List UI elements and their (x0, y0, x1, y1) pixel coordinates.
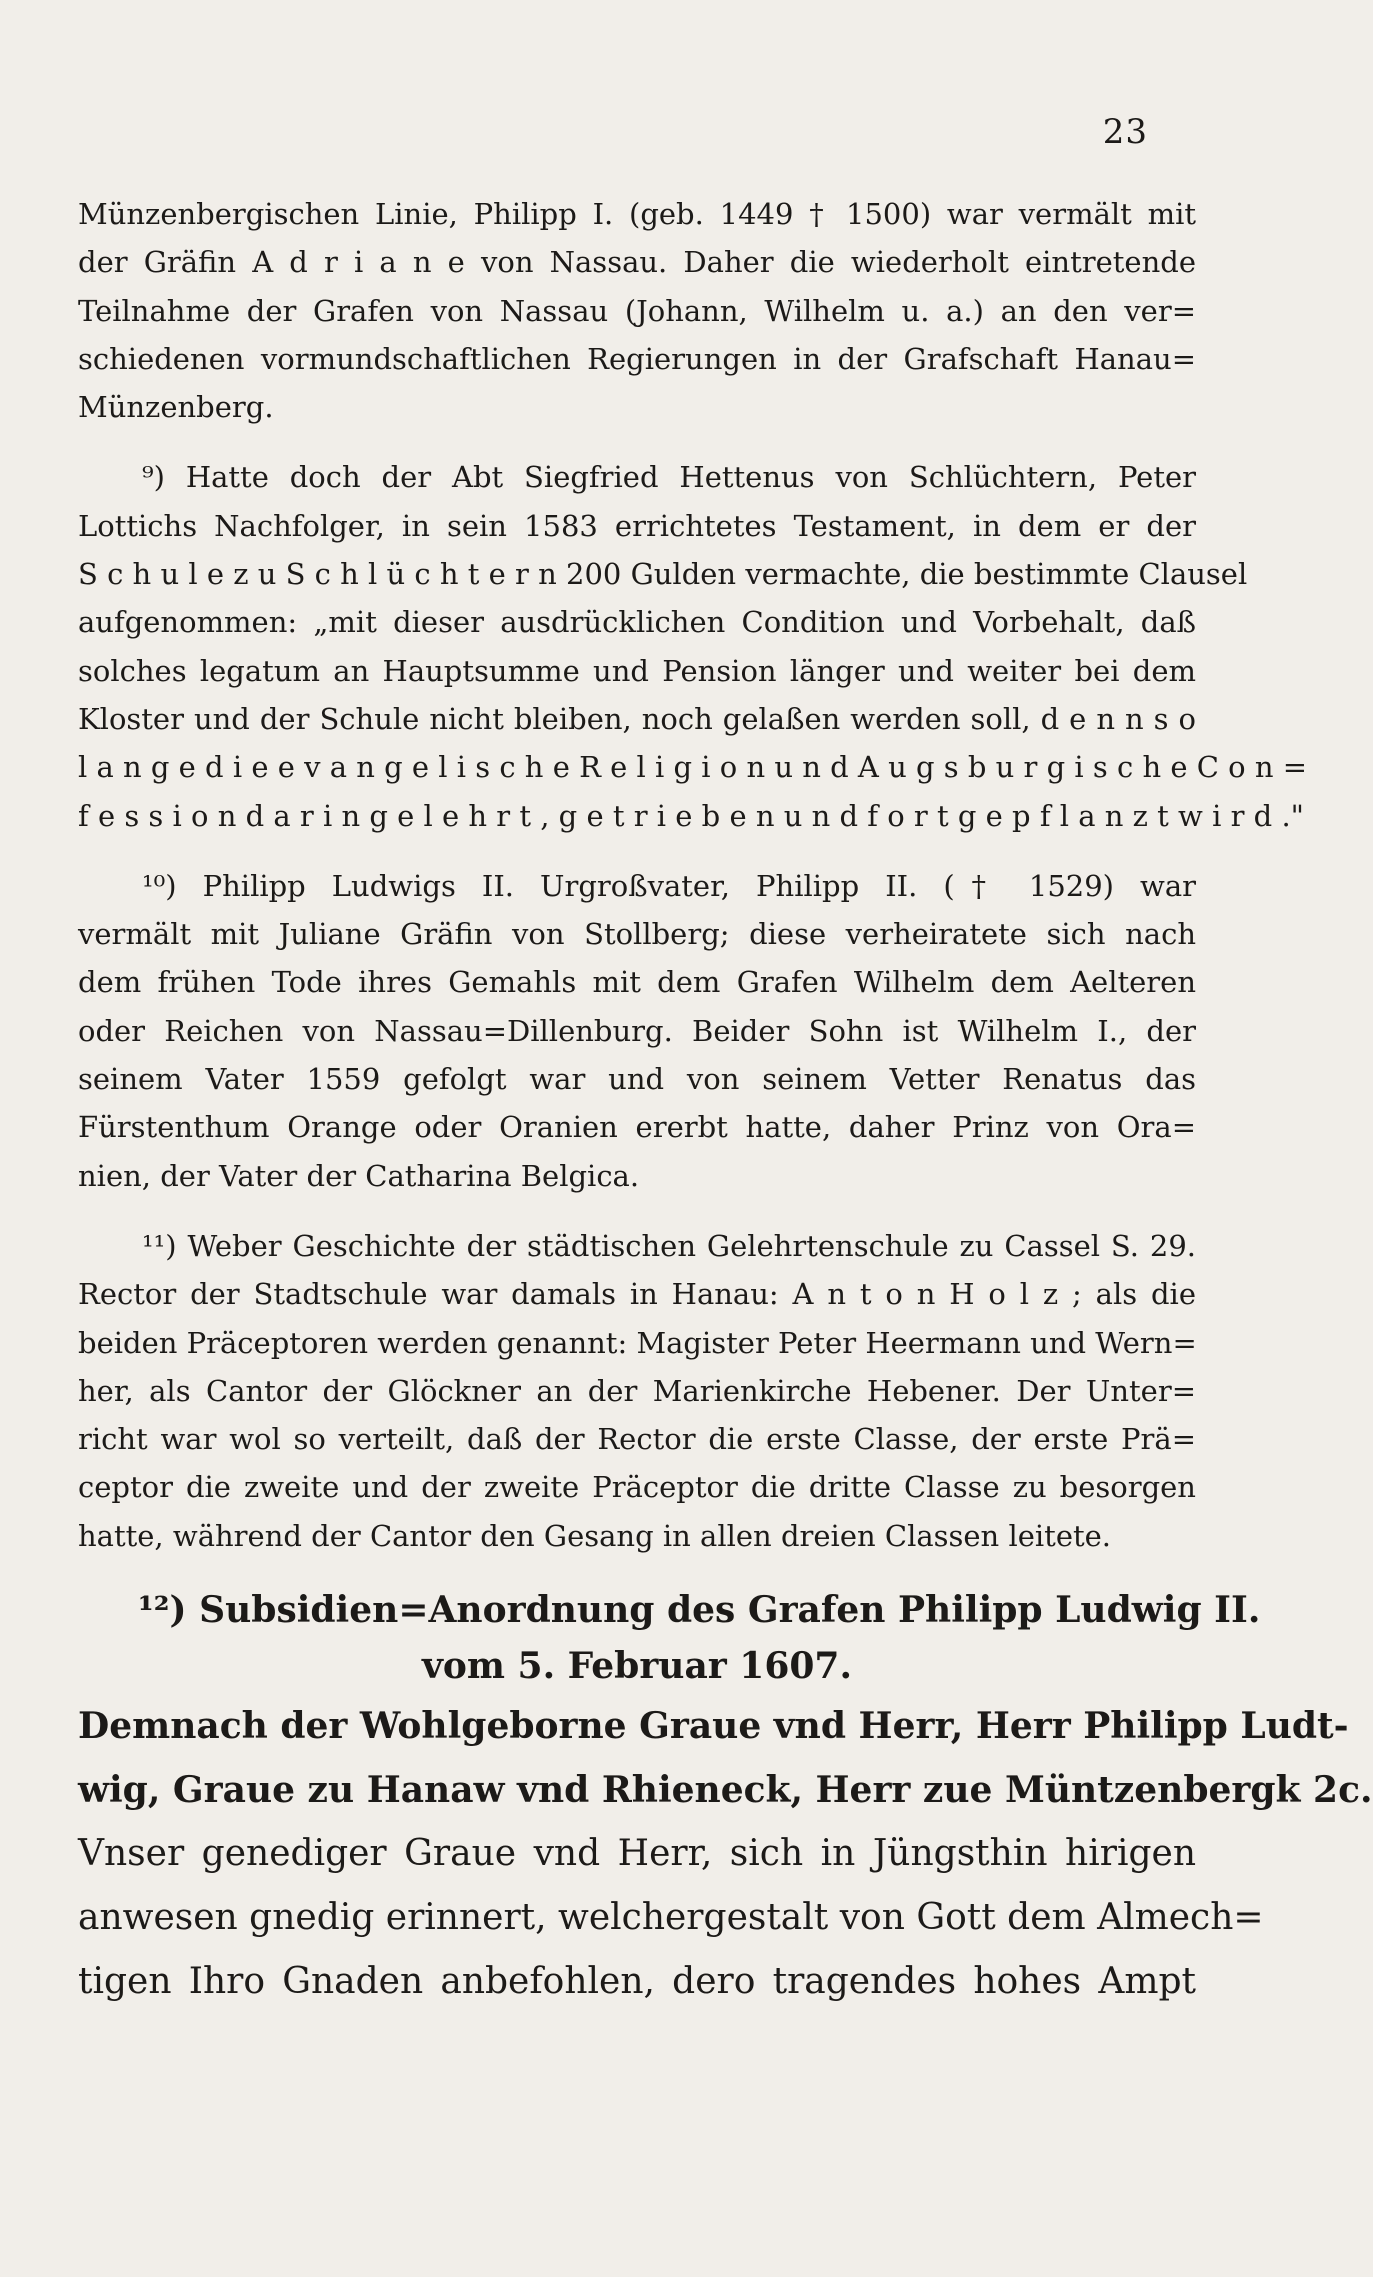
footnote-9 (78, 453, 1308, 839)
text-line: l a n g e d i e e v a n g e l i s c h e R e l i g i o n u n d A u g s b u r g i s c h e C o n = (78, 750, 1308, 785)
text-line: Fürstenthum Orange oder Oranien ererbt hatte, daher Prinz von Ora= (78, 1110, 1196, 1145)
footnote-11 (78, 1222, 1196, 1560)
footnote-continuation (78, 190, 1196, 431)
decree-line: Vnser genediger Graue vnd Herr, sich in Jüngsthin hirigen (78, 1833, 1196, 1875)
text-line: Münzenbergischen Linie, Philipp I. (geb. 1449 † 1500) war vermält mit (78, 197, 1196, 231)
text-line: f e s s i o n d a r i n g e l e h r t , g e t r i e b e n u n d f o r t g e p f l a n z t w i r d ." (78, 798, 1305, 833)
text-line: richt war wol so verteilt, daß der Rector die erste Classe, der erste Prä= (78, 1422, 1196, 1457)
text-line: vermält mit Juliane Gräfin von Stollberg; diese verheiratete sich nach (78, 917, 1196, 952)
text-line: S c h u l e z u S c h l ü c h t e r n 200 Gulden vermachte, die bestimmte Clausel (78, 557, 1248, 592)
footnotes-block (78, 190, 1373, 2014)
text-line: seinem Vater 1559 gefolgt war und von seinem Vetter Renatus das (78, 1062, 1196, 1097)
text-line: ¹⁰) Philipp Ludwigs II. Urgroßvater, Philipp II. († 1529) war (142, 868, 1196, 903)
text-line: aufgenommen: „mit dieser ausdrücklichen Condition und Vorbehalt, daß (78, 605, 1196, 640)
footnote-10 (78, 862, 1196, 1200)
section-heading: ¹²) Subsidien=Anordnung des Grafen Philipp Ludwig II. (138, 1589, 1261, 1632)
text-line: Kloster und der Schule nicht bleiben, noch gelaßen werden soll, d e n n s o (78, 701, 1196, 736)
text-line: schiedenen vormundschaftlichen Regierungen in der Grafschaft Hanau= (78, 341, 1196, 376)
text-line: oder Reichen von Nassau=Dillenburg. Beider Sohn ist Wilhelm I., der (78, 1013, 1196, 1048)
text-line: dem frühen Tode ihres Gemahls mit dem Grafen Wilhelm dem Aelteren (78, 965, 1196, 1000)
text-line: hatte, während der Cantor den Gesang in allen dreien Classen leitete. (78, 1518, 1112, 1553)
text-line: Rector der Stadtschule war damals in Hanau: A n t o n H o l z ; als die (78, 1277, 1196, 1312)
section-subheading: vom 5. Februar 1607. (421, 1645, 853, 1688)
decree-line: tigen Ihro Gnaden anbefohlen, dero tragendes hohes Ampt (78, 1961, 1196, 2003)
decree-line: anwesen gnedig erinnert, welchergestalt von Gott dem Almech= (78, 1897, 1264, 1939)
text-line: ⁹) Hatte doch der Abt Siegfried Hettenus von Schlüchtern, Peter (142, 460, 1196, 495)
decree-line: Demnach der Wohlgeborne Graue vnd Herr, Herr Philipp Ludt- (78, 1705, 1349, 1748)
text-line: nien, der Vater der Catharina Belgica. (78, 1158, 640, 1193)
page-number: 23 (1102, 112, 1148, 152)
text-line: Münzenberg. (78, 390, 274, 425)
text-line: der Gräfin A d r i a n e von Nassau. Daher die wiederholt eintretende (78, 245, 1196, 280)
text-line: beiden Präceptoren werden genannt: Magister Peter Heermann und Wern= (78, 1325, 1197, 1360)
footnote-12 (78, 1582, 1373, 2014)
text-line: solches legatum an Hauptsumme und Pension länger und weiter bei dem (78, 653, 1196, 688)
text-line: ceptor die zweite und der zweite Präceptor die dritte Classe zu besorgen (78, 1470, 1196, 1505)
text-line: Lottichs Nachfolger, in sein 1583 errichtetes Testament, in dem er der (78, 508, 1196, 543)
text-line: ¹¹) Weber Geschichte der städtischen Gelehrtenschule zu Cassel S. 29. (142, 1228, 1196, 1263)
decree-line: wig, Graue zu Hanaw vnd Rhieneck, Herr zue Müntzenbergk 2c. (78, 1769, 1373, 1812)
text-line: her, als Cantor der Glöckner an der Marienkirche Hebener. Der Unter= (78, 1373, 1196, 1408)
text-line: Teilnahme der Grafen von Nassau (Johann, Wilhelm u. a.) an den ver= (78, 293, 1196, 328)
